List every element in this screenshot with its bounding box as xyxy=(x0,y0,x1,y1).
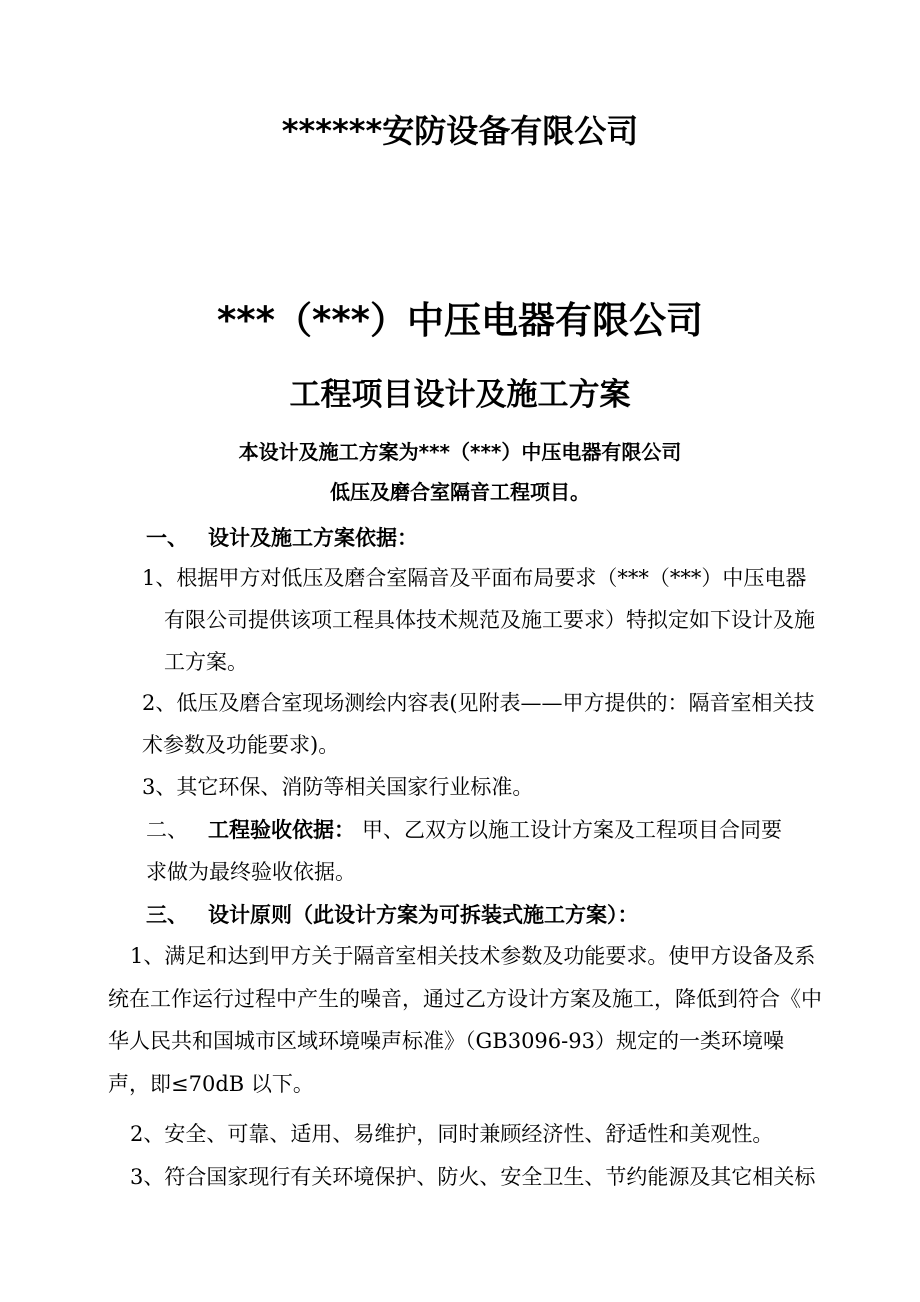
s3-item-1-line-4: 声，即≤70dB 以下。 xyxy=(108,1072,314,1096)
section-3-heading: 设计原则（此设计方案为可拆装式施工方案）： xyxy=(208,903,639,927)
section-2-number: 二、 xyxy=(146,818,188,842)
section-1-number: 一、 xyxy=(146,526,188,550)
s3-item-2-line-1: 2、安全、可靠、适用、易维护，同时兼顾经济性、舒适性和美观性。 xyxy=(130,1122,774,1146)
s1-item-3-line-1: 3、其它环保、消防等相关国家行业标准。 xyxy=(142,775,534,799)
section-1-heading: 设计及施工方案依据： xyxy=(208,526,418,550)
s1-item-1-line-3: 工方案。 xyxy=(164,650,248,674)
section-2-text-2: 求做为最终验收依据。 xyxy=(146,860,356,884)
s1-item-1-line-1: 1、根据甲方对低压及磨合室隔音及平面布局要求（***（***）中压电器 xyxy=(142,566,807,590)
s1-item-2-line-1: 2、低压及磨合室现场测绘内容表(见附表——甲方提供的：隔音室相关技 xyxy=(142,691,815,715)
s3-item-3-line-1: 3、符合国家现行有关环境保护、防火、安全卫生、节约能源及其它相关标 xyxy=(130,1165,816,1189)
s1-item-2-line-2: 术参数及功能要求)。 xyxy=(142,733,340,757)
section-2-text-1: 甲、乙双方以施工设计方案及工程项目合同要 xyxy=(362,818,782,842)
company-name: ******安防设备有限公司 xyxy=(281,112,639,150)
section-3-number: 三、 xyxy=(146,903,188,927)
intro-line-1: 本设计及施工方案为***（***）中压电器有限公司 xyxy=(238,440,682,464)
intro-line-2: 低压及磨合室隔音工程项目。 xyxy=(330,480,590,504)
s1-item-1-line-2: 有限公司提供该项工程具体技术规范及施工要求）特拟定如下设计及施 xyxy=(164,608,815,632)
s3-item-1-line-3: 华人民共和国城市区域环境噪声标准》（GB3096-93）规定的一类环境噪 xyxy=(108,1029,784,1053)
s3-item-1-line-2: 统在工作运行过程中产生的噪音，通过乙方设计方案及施工，降低到符合《中 xyxy=(108,987,822,1011)
client-company-name: ***（***）中压电器有限公司 xyxy=(216,299,704,342)
section-2-heading: 工程验收依据： xyxy=(208,818,355,842)
s3-item-1-line-1: 1、满足和达到甲方关于隔音室相关技术参数及功能要求。使甲方设备及系 xyxy=(130,944,816,968)
document-title: 工程项目设计及施工方案 xyxy=(289,377,631,413)
